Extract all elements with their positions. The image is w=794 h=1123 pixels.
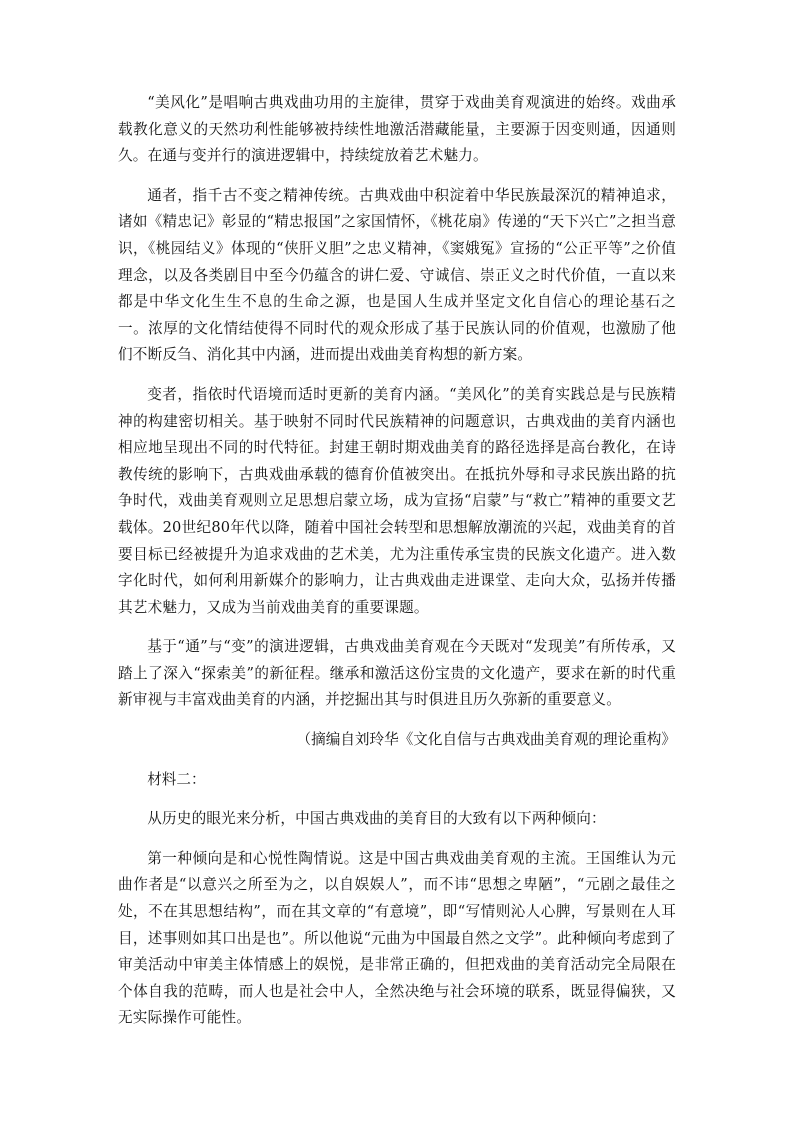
paragraph-tong: 通者，指千古不变之精神传统。古典戏曲中积淀着中华民族最深沉的精神追求，诸如《精忠记》彰显的“精忠报国”之家国情怀，《桃花扇》传递的“天下兴亡”之担当意识，《桃园结义》体现的“侠肝义胆”之忠义精神，《窦娥冤》宣扬的“公正平等”之价值理念，以及各类剧目中至今仍蕴含的讲仁爱、守诚信、崇正义之时代价值，一直以来都是中华文化生生不息的生命之源，也是国人生成并坚定文化自信心的理论基石之一。浓厚的文化情结使得不同时代的观众形成了基于民族认同的价值观，也激励了他们不断反刍、消化其中内涵，进而提出戏曲美育构想的新方案。 — [118, 186, 676, 364]
paragraph-history-analysis: 从历史的眼光来分析，中国古典戏曲的美育目的大致有以下两种倾向： — [147, 810, 606, 828]
source-citation: （摘编自刘玲华《文化自信与古典戏曲美育观的理论重构》 — [296, 731, 676, 749]
material-two-label: 材料二： — [147, 770, 206, 788]
paragraph-bian: 变者，指依时代语境而适时更新的美育内涵。“美风化”的美育实践总是与民族精神的构建密切相关。基于映射不同时代民族精神的问题意识，古典戏曲的美育内涵也相应地呈现出不同的时代特征。封建王朝时期戏曲美育的路径选择是高台教化，在诗教传统的影响下，古典戏曲承载的德育价值被突出。在抵抗外辱和寻求民族出路的抗争时代，戏曲美育观则立足思想启蒙立场，成为宣扬“启蒙”与“救亡”精神的重要文艺载体。20世纪80年代以降，随着中国社会转型和思想解放潮流的兴起，戏曲美育的首要目标已经被提升为追求戏曲的艺术美，尤为注重传承宝贵的民族文化遗产。进入数字化时代，如何利用新媒介的影响力，让古典戏曲走进课堂、走向大众，弘扬并传播其艺术魅力，又成为当前戏曲美育的重要课题。 — [118, 385, 676, 616]
paragraph-first-tendency: 第一种倾向是和心悦性陶情说。这是中国古典戏曲美育观的主流。王国维认为元曲作者是“以意兴之所至为之，以自娱娱人”，而不讳“思想之卑陋”，“元剧之最佳之处，不在其思想结构”，而在其文章的“有意境”，即“写情则沁人心脾，写景则在人耳目，述事则如其口出是也”。所以他说“元曲为中国最自然之文学”。此种倾向考虑到了审美活动中审美主体情感上的娱悦，是非常正确的，但把戏曲的美育活动完全局限在个体自我的范畴，而人也是社会中人，全然决绝与社会环境的联系，既显得偏狭，又无实际操作可能性。 — [118, 849, 676, 1027]
paragraph-intro: “美风化”是唱响古典戏曲功用的主旋律，贯穿于戏曲美育观演进的始终。戏曲承载教化意义的天然功利性能够被持续性地激活潜藏能量，主要源于因变则通，因通则久。在通与变并行的演进逻辑中，持续绽放着艺术魅力。 — [118, 94, 676, 165]
document-page — [118, 90, 676, 1032]
paragraph-conclusion: 基于“通”与“变”的演进逻辑，古典戏曲美育观在今天既对“发现美”有所传承，又踏上了深入“探索美”的新征程。继承和激活这份宝贵的文化遗产，要求在新的时代重新审视与丰富戏曲美育的内涵，并挖掘出其与时俱进且历久弥新的重要意义。 — [118, 638, 676, 709]
